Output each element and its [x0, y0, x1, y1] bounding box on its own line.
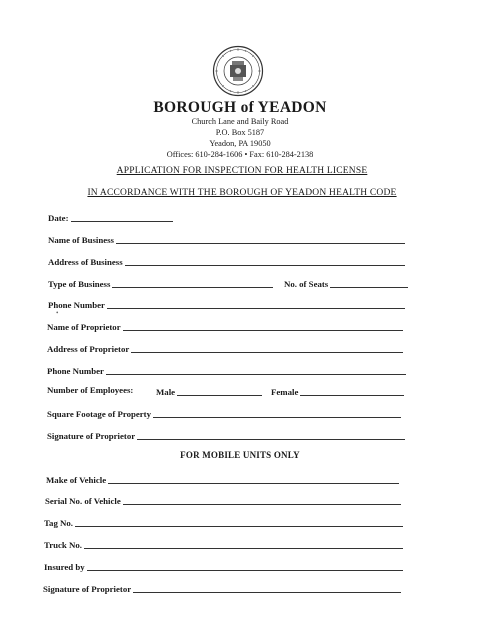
business-phone-label: Phone Number	[48, 300, 105, 310]
type-of-business-input-line[interactable]	[112, 279, 273, 288]
date-field[interactable]	[48, 211, 173, 223]
female-input-line[interactable]	[300, 387, 404, 396]
serial-no-field[interactable]	[45, 494, 401, 506]
address-of-proprietor-label: Address of Proprietor	[47, 344, 130, 354]
serial-no-input-line[interactable]	[123, 496, 401, 505]
stray-mark: •	[56, 309, 59, 317]
insured-by-label: Insured by	[44, 562, 85, 572]
truck-no-input-line[interactable]	[84, 540, 403, 549]
tag-no-field[interactable]	[44, 516, 403, 528]
proprietor-phone-label: Phone Number	[47, 366, 104, 376]
no-of-seats-label: No. of Seats	[284, 279, 329, 289]
type-of-business-field[interactable]	[48, 277, 273, 289]
borough-seal-icon	[212, 45, 264, 97]
insured-by-field[interactable]	[44, 560, 403, 572]
name-of-proprietor-input-line[interactable]	[123, 322, 403, 331]
proprietor-phone-input-line[interactable]	[106, 366, 406, 375]
date-label: Date:	[48, 213, 69, 223]
contact-line: Offices: 610-284-1606 • Fax: 610-284-2138	[166, 150, 314, 159]
proprietor-phone-field[interactable]	[47, 364, 406, 376]
address-line-2: P.O. Box 5187	[215, 128, 265, 137]
application-heading: APPLICATION FOR INSPECTION FOR HEALTH LICENSE	[116, 166, 368, 176]
address-line-3: Yeadon, PA 19050	[209, 139, 271, 148]
square-footage-label: Square Footage of Property	[47, 409, 151, 419]
business-phone-input-line[interactable]	[107, 300, 405, 309]
name-of-business-field[interactable]	[48, 233, 405, 245]
address-of-proprietor-field[interactable]	[47, 342, 403, 354]
square-footage-input-line[interactable]	[153, 409, 401, 418]
mobile-signature-label: Signature of Proprietor	[43, 584, 132, 594]
no-of-seats-field[interactable]	[284, 277, 408, 289]
name-of-business-input-line[interactable]	[116, 235, 405, 244]
truck-no-label: Truck No.	[44, 540, 82, 550]
no-of-seats-input-line[interactable]	[330, 279, 408, 288]
proprietor-signature-label: Signature of Proprietor	[47, 431, 136, 441]
square-footage-field[interactable]	[47, 407, 401, 419]
date-input-line[interactable]	[71, 213, 173, 222]
make-of-vehicle-label: Make of Vehicle	[46, 475, 107, 485]
make-of-vehicle-field[interactable]	[46, 473, 399, 485]
address-of-business-input-line[interactable]	[125, 257, 405, 266]
name-of-proprietor-field[interactable]	[47, 320, 403, 332]
address-of-business-label: Address of Business	[48, 257, 123, 267]
insured-by-input-line[interactable]	[87, 562, 403, 571]
proprietor-signature-input-line[interactable]	[137, 431, 405, 440]
serial-no-label: Serial No. of Vehicle	[45, 496, 121, 506]
mobile-signature-input-line[interactable]	[133, 584, 401, 593]
male-label: Male	[156, 387, 176, 397]
address-of-business-field[interactable]	[48, 255, 405, 267]
name-of-proprietor-label: Name of Proprietor	[47, 322, 121, 332]
make-of-vehicle-input-line[interactable]	[108, 475, 399, 484]
borough-title: BOROUGH of YEADON	[153, 99, 327, 116]
type-of-business-label: Type of Business	[48, 279, 111, 289]
male-employees-field[interactable]	[156, 385, 262, 397]
truck-no-field[interactable]	[44, 538, 403, 550]
business-phone-field[interactable]	[48, 298, 405, 310]
name-of-business-label: Name of Business	[48, 235, 114, 245]
male-input-line[interactable]	[177, 387, 262, 396]
tag-no-input-line[interactable]	[75, 518, 403, 527]
address-line-1: Church Lane and Baily Road	[191, 117, 289, 126]
mobile-signature-field[interactable]	[43, 582, 401, 594]
female-employees-field[interactable]	[271, 385, 404, 397]
proprietor-signature-field[interactable]	[47, 429, 405, 441]
tag-no-label: Tag No.	[44, 518, 74, 528]
female-label: Female	[271, 387, 299, 397]
accordance-heading: IN ACCORDANCE WITH THE BOROUGH OF YEADON HEALTH CODE	[87, 188, 397, 198]
number-of-employees-label: Number of Employees:	[47, 385, 134, 395]
address-of-proprietor-input-line[interactable]	[131, 344, 403, 353]
mobile-units-heading: FOR MOBILE UNITS ONLY	[180, 450, 300, 460]
